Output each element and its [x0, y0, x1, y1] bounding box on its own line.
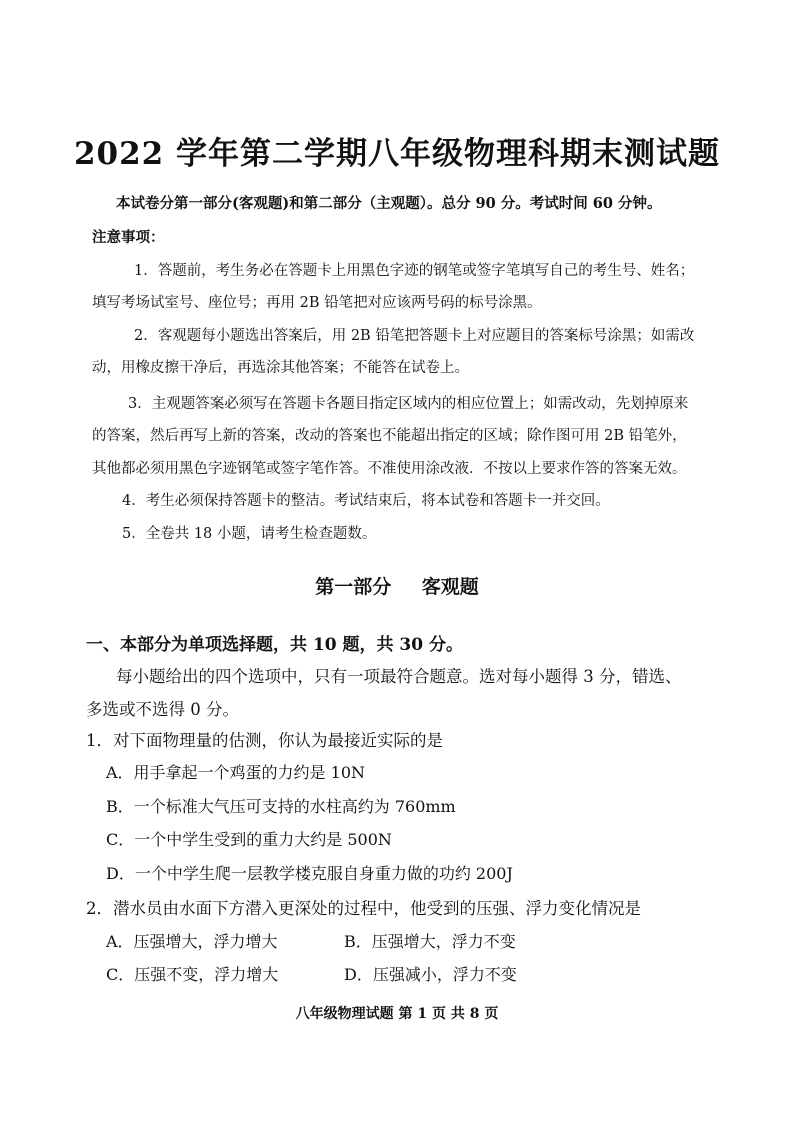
note-2: 2．客观题每小题选出答案后，用 2B 铅笔把答题卡上对应题目的答案标号涂黑；如需改	[134, 328, 695, 344]
question-2-option-b: B．压强增大，浮力不变	[344, 932, 516, 951]
part-desc-line-1: 每小题给出的四个选项中，只有一项最符合题意。选对每小题得 3 分，错选、	[116, 667, 682, 686]
exam-intro: 本试卷分第一部分(客观题)和第二部分（主观题）。总分 90 分。考试时间 60 分钟。	[116, 195, 662, 212]
note-1-cont: 填写考场试室号、座位号；再用 2B 铅笔把对应该两号码的标号涂黑。	[92, 295, 542, 311]
question-1-option-a: A．用手拿起一个鸡蛋的力约是 10N	[106, 763, 366, 782]
question-1-option-c: C．一个中学生受到的重力大约是 500N	[106, 830, 392, 849]
question-2-option-c: C．压强不变，浮力增大	[106, 965, 279, 984]
question-1-stem: 1．对下面物理量的估测，你认为最接近实际的是	[86, 731, 443, 750]
question-1-option-d: D．一个中学生爬一层教学楼克服自身重力做的功约 200J	[106, 864, 513, 883]
notice-heading: 注意事项：	[92, 229, 165, 246]
question-1-option-b: B．一个标准大气压可支持的水柱高约为 760mm	[106, 797, 456, 816]
page-footer: 八年级物理试题 第 1 页 共 8 页	[295, 1006, 499, 1022]
note-1: 1．答题前，考生务必在答题卡上用黑色字迹的钢笔或签字笔填写自己的考生号、姓名；	[134, 263, 695, 279]
question-2-option-a: A．压强增大，浮力增大	[106, 932, 278, 951]
question-2-option-d: D．压强减小，浮力不变	[344, 965, 517, 984]
note-5: 5．全卷共 18 小题，请考生检查题数。	[122, 526, 377, 542]
note-2-cont: 动，用橡皮擦干净后，再选涂其他答案；不能答在试卷上。	[92, 360, 469, 376]
part-desc-line-2: 多选或不选得 0 分。	[86, 700, 239, 719]
section-title: 第一部分 客观题	[315, 576, 479, 598]
question-2-stem: 2．潜水员由水面下方潜入更深处的过程中，他受到的压强、浮力变化情况是	[86, 899, 641, 918]
part-heading: 一、本部分为单项选择题，共 10 题，共 30 分。	[86, 635, 463, 655]
note-3-cont-1: 的答案，然后再写上新的答案，改动的答案也不能超出指定的区域；除作图可用 2B 铅笔外，	[92, 428, 687, 444]
note-3-cont-2: 其他都必须用黑色字迹钢笔或签字笔作答。不准使用涂改液．不按以上要求作答的答案无效。	[92, 461, 687, 477]
note-3: 3．主观题答案必须写在答题卡各题目指定区域内的相应位置上；如需改动，先划掉原来	[128, 396, 689, 412]
note-4: 4．考生必须保持答题卡的整洁。考试结束后，将本试卷和答题卡一并交回。	[122, 493, 610, 509]
exam-title: 2022 学年第二学期八年级物理科期末测试题	[73, 136, 721, 172]
